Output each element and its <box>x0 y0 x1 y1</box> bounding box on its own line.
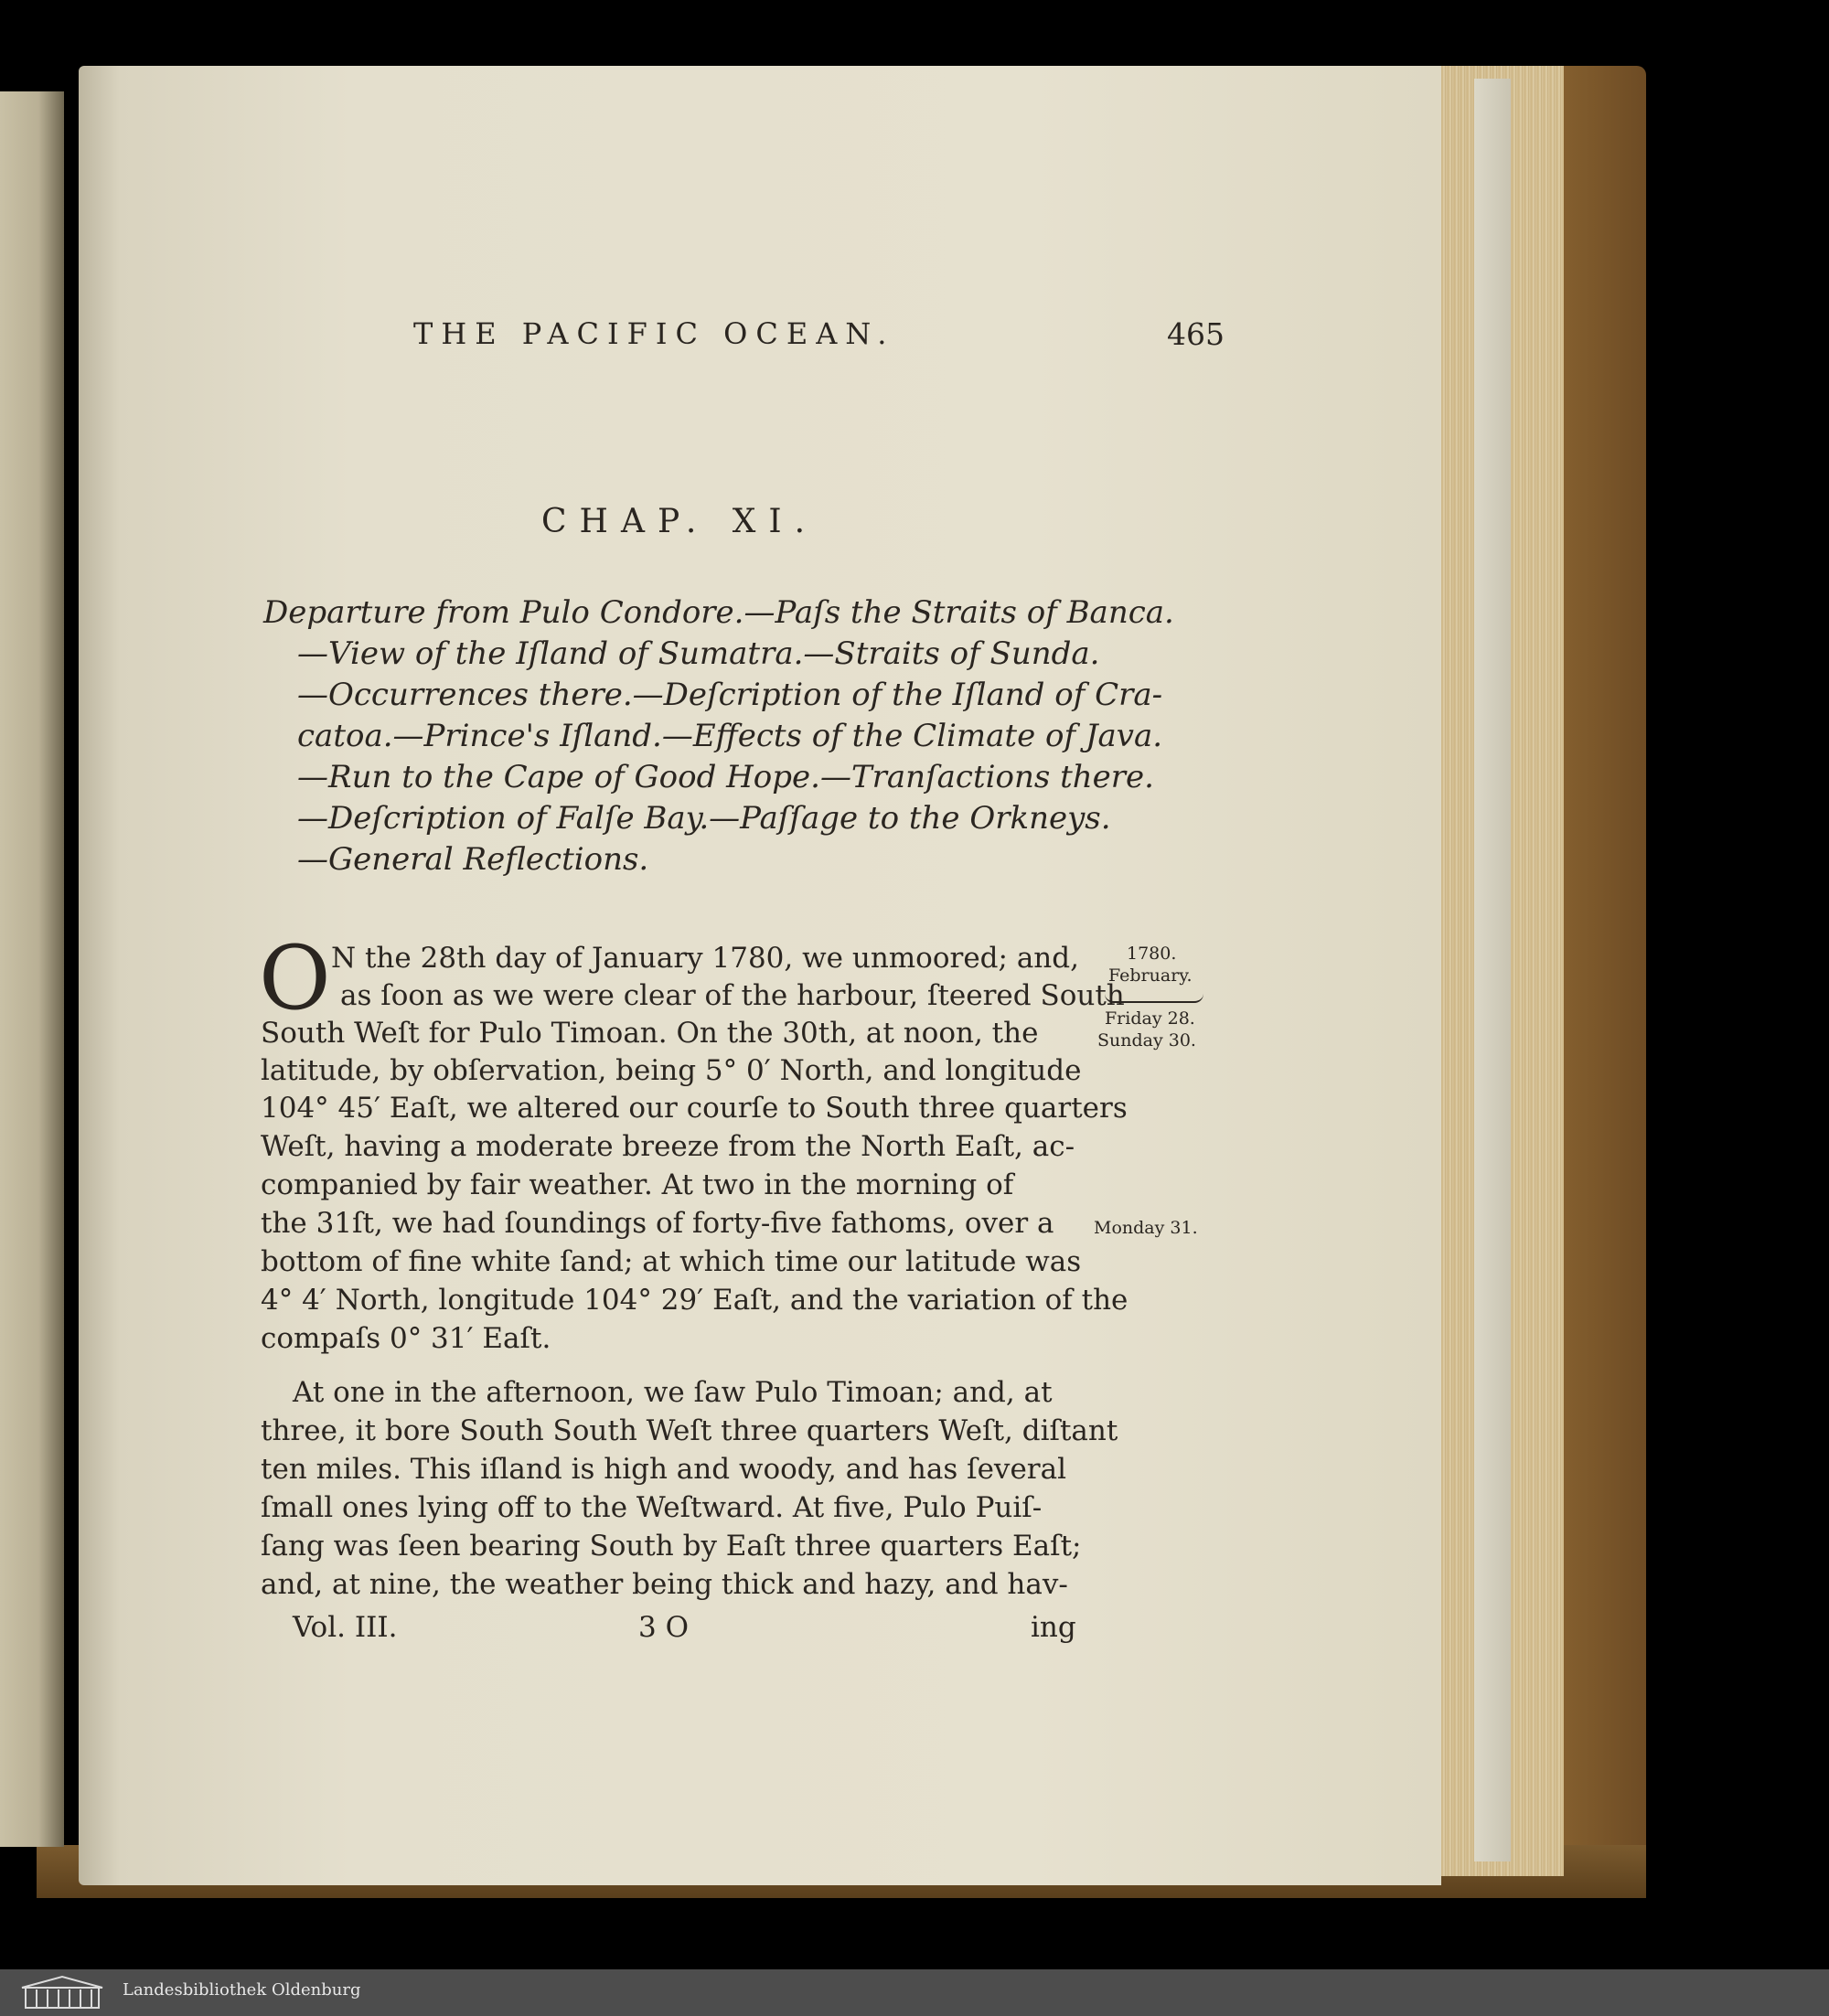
margin-month: February. <box>1108 965 1193 986</box>
catchword: ing <box>1031 1611 1076 1644</box>
body-line: ſmall ones lying off to the Weſtward. At five, Pulo Puiſ- <box>261 1491 1043 1524</box>
body-line: the 31ſt, we had ſoundings of forty-five fathoms, over a <box>261 1207 1054 1240</box>
summary-line: —Run to the Cape of Good Hope.—Tranſactions there. <box>297 759 1154 795</box>
summary-line: —View of the Iſland of Sumatra.—Straits of Sunda. <box>297 635 1100 672</box>
margin-friday: Friday 28. <box>1105 1008 1195 1029</box>
body-line: ſang was ſeen bearing South by Eaſt three quarters Eaſt; <box>261 1530 1082 1563</box>
page-edge-highlight <box>1474 79 1511 1861</box>
summary-line: —General Reflections. <box>297 841 649 878</box>
library-banner-text: Landesbibliothek Oldenburg <box>123 1980 361 2000</box>
body-line: Weſt, having a moderate breeze from the North Eaſt, ac- <box>261 1130 1075 1163</box>
library-building-icon <box>18 1975 106 2011</box>
body-line: At one in the afternoon, we ſaw Pulo Timoan; and, at <box>293 1376 1053 1409</box>
body-line: and, at nine, the weather being thick and hazy, and hav- <box>261 1568 1068 1601</box>
body-line: ten miles. This iſland is high and woody, and has ſeveral <box>261 1453 1067 1486</box>
summary-line: Departure from Pulo Condore.—Paſs the Straits of Banca. <box>263 594 1174 631</box>
margin-sunday: Sunday 30. <box>1097 1030 1196 1051</box>
margin-monday: Monday 31. <box>1094 1218 1198 1238</box>
body-line: 104° 45′ Eaſt, we altered our courſe to South three quarters <box>261 1092 1128 1125</box>
running-head: THE PACIFIC OCEAN. <box>413 316 895 351</box>
margin-brace <box>1105 994 1203 1003</box>
body-line: three, it bore South South Weſt three quarters Weſt, diſtant <box>261 1414 1118 1447</box>
body-line: bottom of fine white ſand; at which time our latitude was <box>261 1245 1082 1278</box>
left-page-sliver <box>0 91 64 1847</box>
summary-line: —Occurrences there.—Deſcription of the Iſland of Cra- <box>297 677 1163 713</box>
body-line: 4° 4′ North, longitude 104° 29′ Eaſt, and the variation of the <box>261 1284 1128 1317</box>
body-line: as ſoon as we were clear of the harbour, ſteered South <box>340 979 1125 1012</box>
summary-line: catoa.—Prince's Iſland.—Effects of the Climate of Java. <box>297 718 1163 754</box>
summary-line: —Deſcription of Falſe Bay.—Paſſage to the Orkneys. <box>297 800 1111 837</box>
volume-label: Vol. III. <box>293 1611 398 1644</box>
signature-mark: 3 O <box>638 1611 689 1644</box>
body-line: N the 28th day of January 1780, we unmoored; and, <box>331 942 1079 975</box>
body-line: South Weſt for Pulo Timoan. On the 30th, at noon, the <box>261 1017 1039 1050</box>
page-number: 465 <box>1167 316 1225 352</box>
body-line: latitude, by obſervation, being 5° 0′ North, and longitude <box>261 1054 1082 1087</box>
body-line: companied by fair weather. At two in the morning of <box>261 1168 1014 1201</box>
drop-cap: O <box>259 927 331 1029</box>
margin-year: 1780. <box>1127 944 1177 964</box>
chapter-heading: CHAP. XI. <box>541 503 818 540</box>
body-line: compaſs 0° 31′ Eaſt. <box>261 1322 551 1355</box>
